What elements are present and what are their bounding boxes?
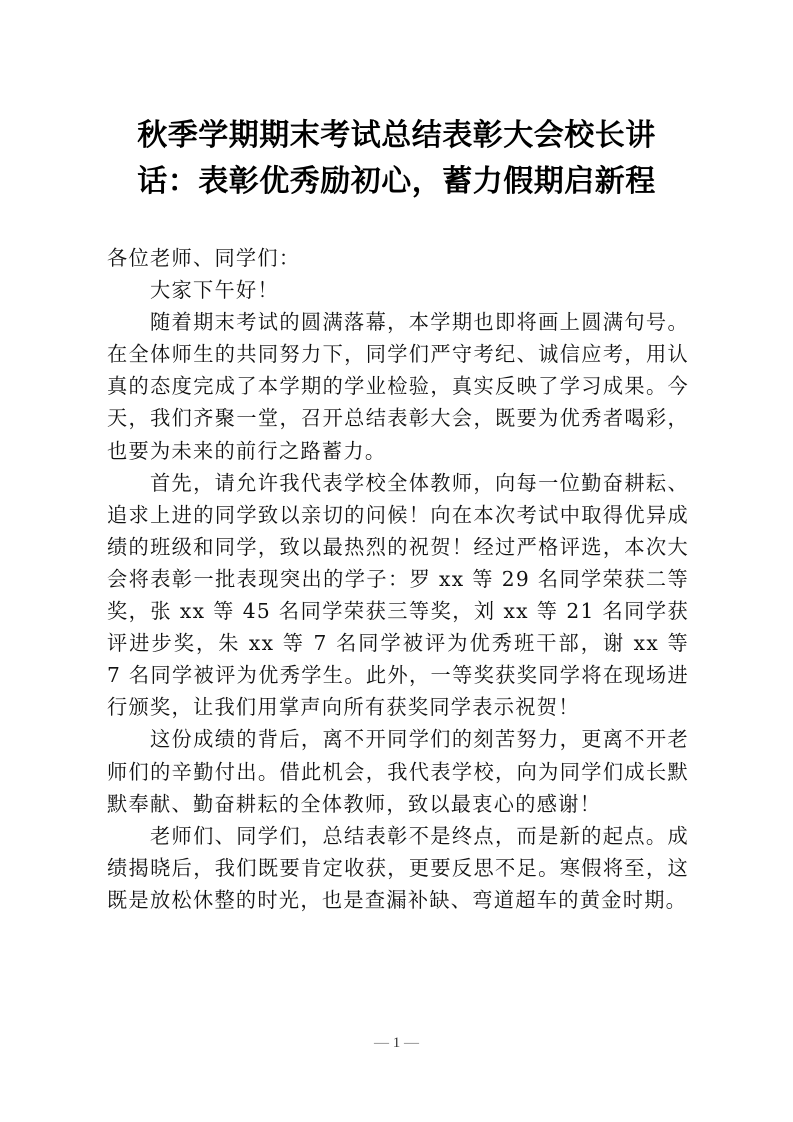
title-line-2: 话：表彰优秀励初心，蓄力假期启新程 [137,164,656,199]
page-footer [0,1035,793,1052]
paragraph-awards: 首先，请允许我代表学校全体教师，向每一位勤奋耕耘、追求上进的同学致以亲切的问候！向在本次考试中取得优异成绩的班级和同学，致以最热烈的祝贺！经过严格评选，本次大会将表彰一批表现突出的学子：罗 xx 等 29 名同学荣获二等奖，张 xx 等 45 名同学荣获三等奖，刘 xx 等 21 名同学获评进步奖，朱 xx 等 7 名同学被评为优秀班干部，谢 xx 等 7 名同学被评为优秀学生。此外，一等奖获奖同学将在现场进行颁奖，让我们用掌声向所有获奖同学表示祝贺！ [107,470,689,720]
page-number: 1 [392,1035,401,1051]
document-body [107,242,689,916]
footer-dash-left: — [374,1035,389,1051]
paragraph-intro: 随着期末考试的圆满落幕，本学期也即将画上圆满句号。在全体师生的共同努力下，同学们严守考纪、诚信应考，用认真的态度完成了本学期的学业检验，真实反映了学习成果。今天，我们齐聚一堂，召开总结表彰大会，既要为优秀者喝彩，也要为未来的前行之路蓄力。 [107,310,689,463]
document-title [100,113,693,205]
title-line-1: 秋季学期期末考试总结表彰大会校长讲 [137,118,656,153]
paragraph-greeting: 大家下午好！ [150,278,279,303]
paragraph-thanks-teachers: 这份成绩的背后，离不开同学们的刻苦努力，更离不开老师们的辛勤付出。借此机会，我代表学校，向为同学们成长默默奉献、勤奋耕耘的全体教师，致以最衷心的感谢！ [107,727,689,816]
paragraph-new-start: 老师们、同学们，总结表彰不是终点，而是新的起点。成绩揭晓后，我们既要肯定收获，更要反思不足。寒假将至，这既是放松休整的时光，也是查漏补缺、弯道超车的黄金时期。 [107,823,689,912]
salutation: 各位老师、同学们： [107,246,301,270]
footer-dash-right: — [404,1035,419,1051]
